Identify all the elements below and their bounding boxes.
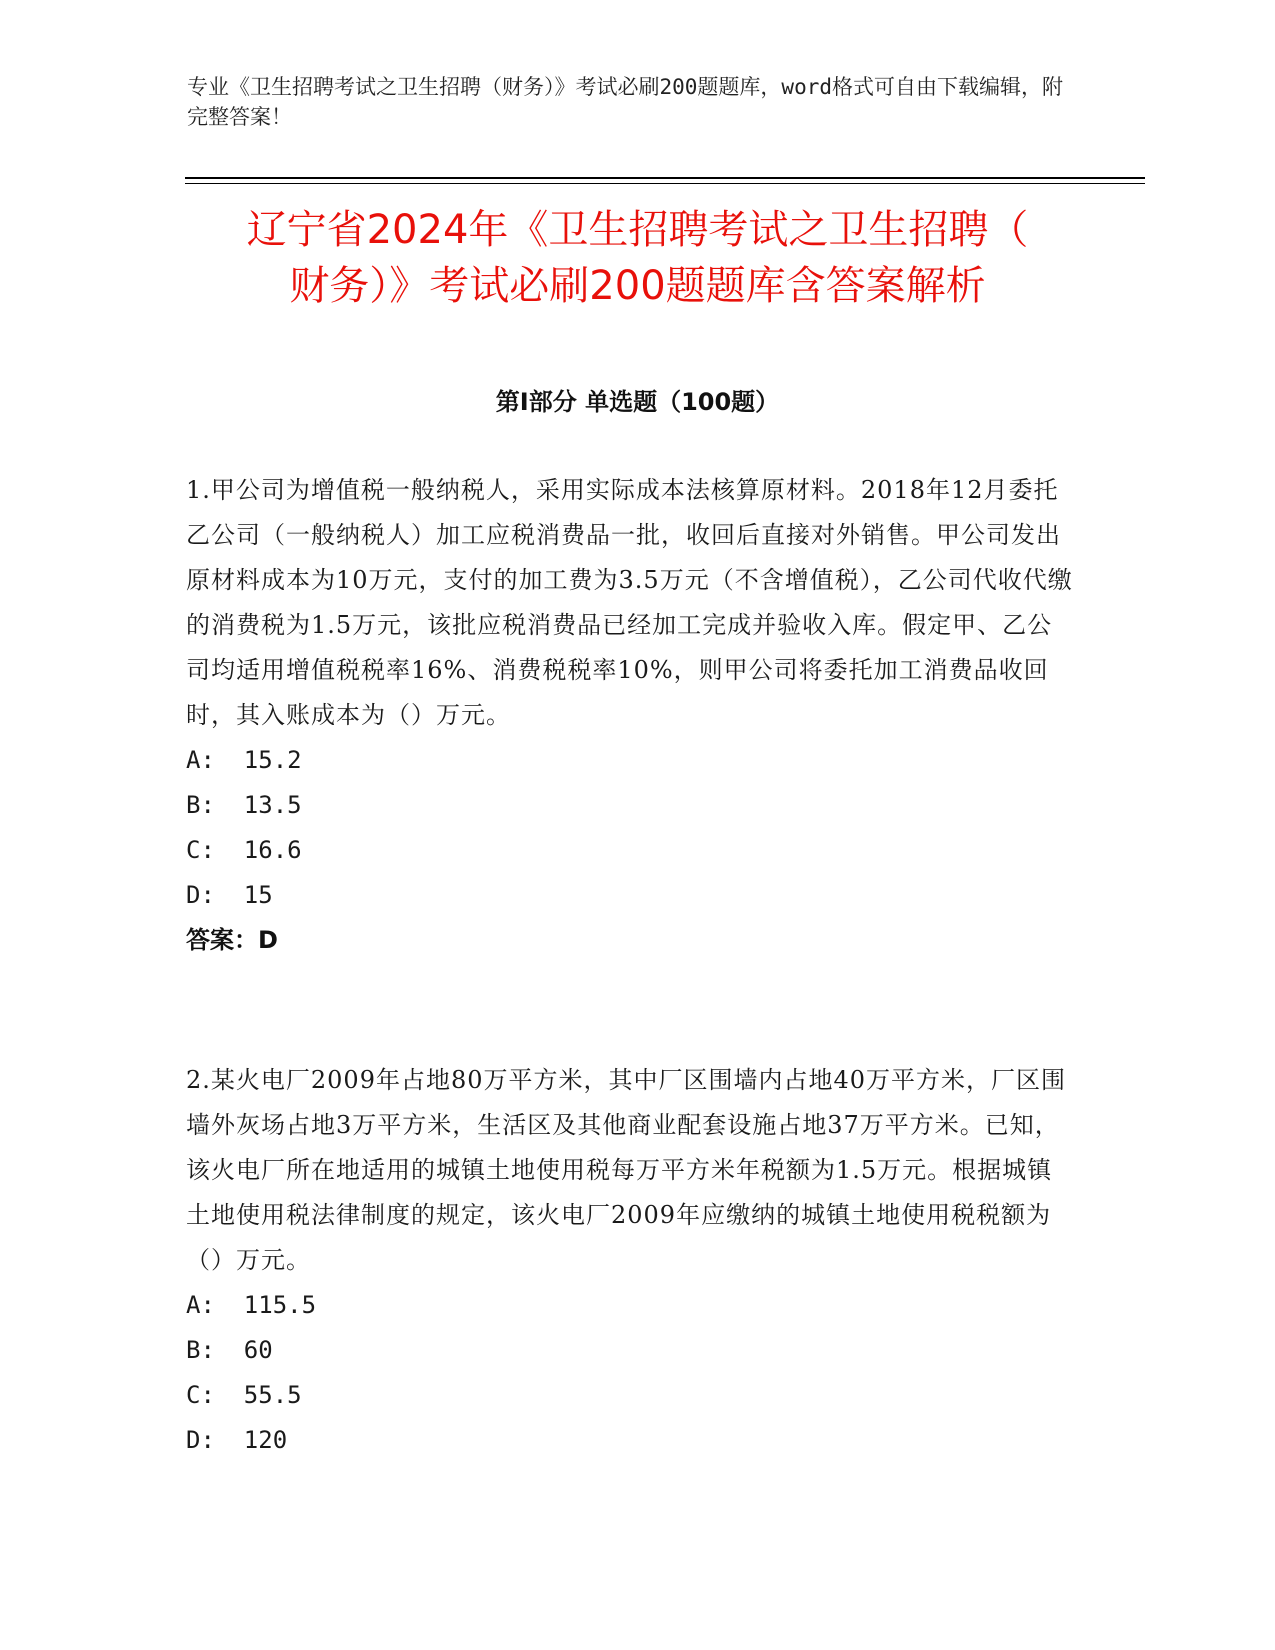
header-rule-thin [185, 183, 1145, 184]
title-line-1: 辽宁省2024年《卫生招聘考试之卫生招聘（ [246, 207, 1029, 253]
answer-label: 答案：D [186, 926, 278, 954]
title-line-2: 财务）》考试必刷200题题库含答案解析 [289, 263, 986, 309]
option-a: A: 115.5 [186, 1291, 317, 1319]
question-stem: 2.某火电厂2009年占地80万平方米，其中厂区围墙内占地40万平方米，厂区围墙外灰场占地3万平方米，生活区及其他商业配套设施占地37万平方米。已知，该火电厂所在地适用的城镇土地使用税每万平方米年税额为1.5万元。根据城镇土地使用税法律制度的规定，该火电厂2009年应缴纳的城镇土地使用税税额为（）万元。 [186, 1066, 1067, 1274]
question-1 [186, 468, 1076, 963]
option-b: B: 13.5 [186, 791, 302, 819]
option-d: D: 15 [186, 881, 273, 909]
header-rule-thick [185, 177, 1145, 179]
option-b: B: 60 [186, 1336, 273, 1364]
option-c: C: 55.5 [186, 1381, 302, 1409]
option-c: C: 16.6 [186, 836, 302, 864]
option-a: A: 15.2 [186, 746, 302, 774]
section-heading: 第I部分 单选题（100题） [495, 388, 780, 416]
question-2 [186, 1058, 1076, 1463]
question-stem: 1.甲公司为增值税一般纳税人，采用实际成本法核算原材料。2018年12月委托乙公司（一般纳税人）加工应税消费品一批，收回后直接对外销售。甲公司发出原材料成本为10万元，支付的加工费为3.5万元（不含增值税），乙公司代收代缴的消费税为1.5万元，该批应税消费品已经加工完成并验收入库。假定甲、乙公司均适用增值税税率16%、消费税税率10%，则甲公司将委托加工消费品收回时，其入账成本为（）万元。 [186, 476, 1073, 729]
document-title [150, 202, 1125, 314]
option-d: D: 120 [186, 1426, 288, 1454]
header-note: 专业《卫生招聘考试之卫生招聘（财务）》考试必刷200题题库，word格式可自由下载编辑，附完整答案！ [187, 75, 1063, 129]
